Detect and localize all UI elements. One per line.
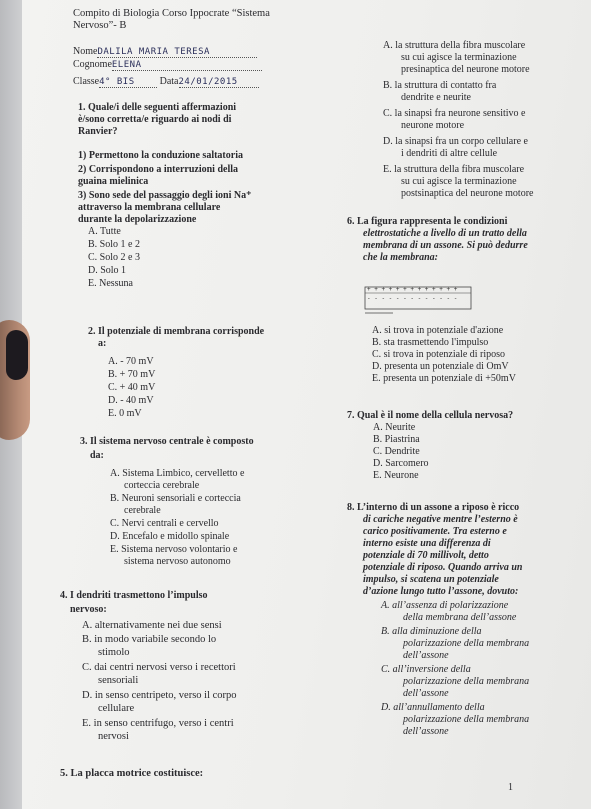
q7-option-d[interactable]: D. Sarcomero — [373, 458, 429, 469]
exam-title-line1: Compito di Biologia Corso Ippocrate “Sistema — [73, 8, 270, 19]
q3-option-b[interactable]: B. Neuroni sensoriali e corteccia — [110, 493, 241, 504]
q4-option-c[interactable]: C. dai centri nervosi verso i recettori — [82, 662, 236, 673]
q6-option-a[interactable]: A. si trova in potenziale d'azione — [372, 325, 504, 336]
q4-option-e[interactable]: E. in senso centrifugo, verso i centri — [82, 718, 234, 729]
q8-option-a[interactable]: A. all’assenza di polarizzazione — [381, 600, 509, 611]
q8-option-c[interactable]: C. all’inversione della — [381, 664, 471, 675]
q1-option-e[interactable]: E. Nessuna — [88, 278, 133, 289]
q4-option-d[interactable]: D. in senso centripeto, verso il corpo — [82, 690, 237, 701]
q2-option-d[interactable]: D. - 40 mV — [108, 395, 154, 406]
q4-option-b[interactable]: B. in modo variabile secondo lo — [82, 634, 217, 645]
prev-option-e[interactable]: E. la struttura della fibra muscolare — [383, 164, 525, 175]
charge-row-outside: + + + + + + + + + + + + + — [367, 286, 458, 293]
classe-field: Classe4° BIS Data24/01/2015 — [73, 76, 259, 88]
prev-option-d[interactable]: D. la sinapsi fra un corpo cellulare e — [383, 136, 528, 147]
prev-option-a[interactable]: A. la struttura della fibra muscolare — [383, 40, 526, 51]
q1-option-a[interactable]: A. Tutte — [88, 226, 121, 237]
cognome-handwritten: ELENA — [111, 60, 142, 70]
nome-field: NomeDALILA MARIA TERESA — [73, 46, 257, 58]
q3-option-d[interactable]: D. Encefalo e midollo spinale — [110, 531, 230, 542]
exam-title-line2: Nervoso”- B — [73, 20, 127, 31]
q8-option-d[interactable]: D. all’annullamento della — [381, 702, 485, 713]
q6-option-e[interactable]: E. presenta un potenziale di +50mV — [372, 373, 516, 384]
q2-option-c[interactable]: C. + 40 mV — [108, 382, 156, 393]
membrane-figure — [363, 283, 473, 323]
q6-option-d[interactable]: D. presenta un potenziale di OmV — [372, 361, 509, 372]
q1-option-b[interactable]: B. Solo 1 e 2 — [88, 239, 140, 250]
cognome-field: CognomeELENA — [73, 59, 262, 71]
q3-option-a[interactable]: A. Sistema Limbico, cervelletto e — [110, 468, 245, 479]
q2-option-a[interactable]: A. - 70 mV — [108, 356, 154, 367]
charge-row-inside: - - - - - - - - - - - - - — [367, 295, 458, 302]
q7-option-e[interactable]: E. Neurone — [373, 470, 419, 481]
prev-option-c[interactable]: C. la sinapsi fra neurone sensitivo e — [383, 108, 526, 119]
q2-option-e[interactable]: E. 0 mV — [108, 408, 142, 419]
q2-option-b[interactable]: B. + 70 mV — [108, 369, 156, 380]
q6-option-b[interactable]: B. sta trasmettendo l'impulso — [372, 337, 489, 348]
q6-option-c[interactable]: C. si trova in potenziale di riposo — [372, 349, 506, 360]
q1-option-c[interactable]: C. Solo 2 e 3 — [88, 252, 140, 263]
question-5-stem: 5. La placca motrice costituisce: — [60, 768, 204, 779]
prev-option-b[interactable]: B. la struttura di contatto fra — [383, 80, 497, 91]
thumb-nail — [6, 330, 28, 380]
data-handwritten: 24/01/2015 — [178, 77, 238, 87]
q7-option-a[interactable]: A. Neurite — [373, 422, 416, 433]
q4-option-a[interactable]: A. alternativamente nei due sensi — [82, 620, 222, 631]
classe-handwritten: 4° BIS — [99, 77, 135, 87]
q3-option-e[interactable]: E. Sistema nervoso volontario e — [110, 544, 238, 555]
q1-option-d[interactable]: D. Solo 1 — [88, 265, 127, 276]
q3-option-c[interactable]: C. Nervi centrali e cervello — [110, 518, 219, 529]
q7-option-c[interactable]: C. Dendrite — [373, 446, 420, 457]
page-number: 1 — [508, 782, 513, 793]
q8-option-b[interactable]: B. alla diminuzione della — [381, 626, 482, 637]
nome-handwritten: DALILA MARIA TERESA — [97, 47, 210, 57]
q7-option-b[interactable]: B. Piastrina — [373, 434, 420, 445]
